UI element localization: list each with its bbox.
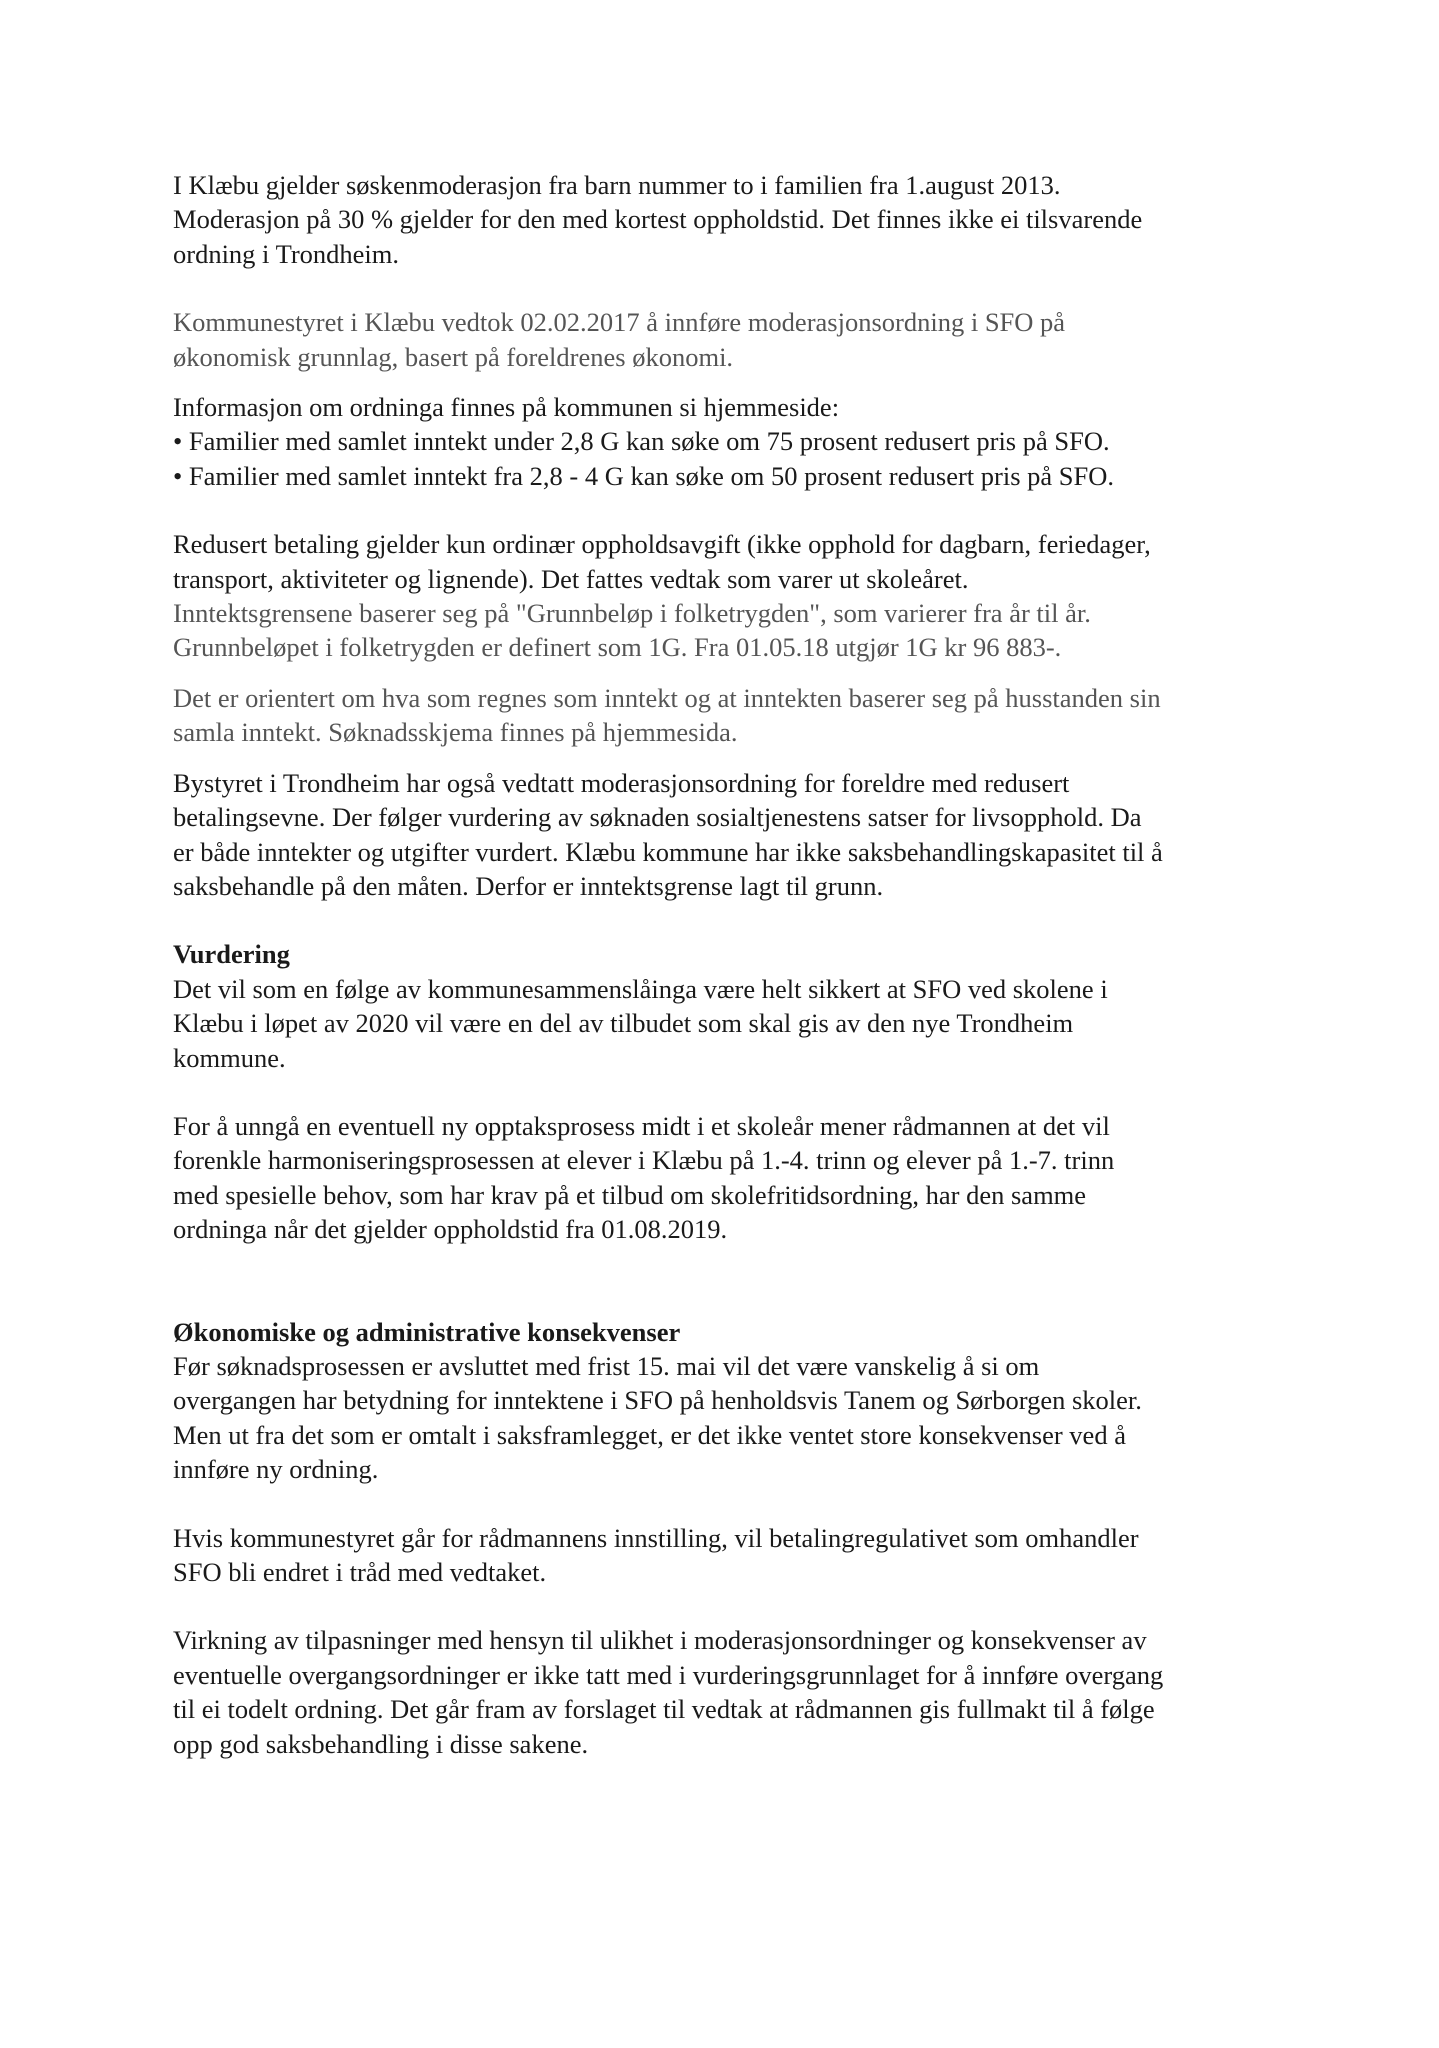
text-line: Klæbu i løpet av 2020 vil være en del av tilbudet som skal gis av den nye Trondheim (173, 1008, 1074, 1039)
paragraph-sibling-discount (173, 168, 1323, 271)
text-line: ordninga når det gjelder oppholdstid fra 01.08.2019. (173, 1214, 728, 1245)
paragraph-application-process (173, 1349, 1323, 1487)
text-line: opp god saksbehandling i disse sakene. (173, 1728, 589, 1759)
text-line: kommune. (173, 1042, 286, 1073)
text-line: I Klæbu gjelder søskenmoderasjon fra barn nummer to i familien fra 1.august 2013. (173, 170, 1061, 200)
text-line: Det vil som en følge av kommunesammenslåinga være helt sikkert at SFO ved skolene i (173, 973, 1108, 1004)
text-line: økonomisk grunnlag, basert på foreldrenes økonomi. (173, 341, 734, 372)
paragraph-info-list (173, 390, 1323, 493)
text-line: samla inntekt. Søknadsskjema finnes på hjemmesida. (173, 717, 738, 748)
text-line: SFO bli endret i tråd med vedtaket. (173, 1557, 547, 1587)
text-line: ordning i Trondheim. (173, 238, 400, 269)
document-page (173, 168, 1323, 1761)
text-line: saksbehandle på den måten. Derfor er inntektsgrense lagt til grunn. (173, 870, 884, 901)
text-line: innføre ny ordning. (173, 1454, 379, 1485)
text-line: For å unngå en eventuell ny opptaksprosess midt i et skoleår mener rådmannen at det vil (173, 1110, 1110, 1141)
text-line: Informasjon om ordninga finnes på kommunen si hjemmeside: (173, 392, 840, 423)
text-line: Kommunestyret i Klæbu vedtok 02.02.2017 å innføre moderasjonsordning i SFO på (173, 307, 1066, 338)
text-line: betalingsevne. Der følger vurdering av søknaden sosialtjenestens satser for livsopphold. Da (173, 802, 1142, 833)
paragraph-council-decision (173, 305, 1323, 374)
text-line: Det er orientert om hva som regnes som inntekt og at inntekten baserer seg på husstanden sin (173, 682, 1161, 713)
text-line: Virkning av tilpasninger med hensyn til ulikhet i moderasjonsordninger og konsekvenser av (173, 1625, 1147, 1656)
paragraph-transition-effects (173, 1623, 1323, 1761)
paragraph-reduced-payment (173, 527, 1323, 665)
text-line: transport, aktiviteter og lignende). Det fattes vedtak som varer ut skoleåret. (173, 563, 969, 594)
heading-vurdering: Vurdering (173, 939, 290, 970)
text-line: med spesielle behov, som har krav på et tilbud om skolefritidsordning, har den samme (173, 1179, 1087, 1210)
text-line: eventuelle overgangsordninger er ikke tatt med i vurderingsgrunnlaget for å innføre overgang (173, 1659, 1164, 1690)
text-line: er både inntekter og utgifter vurdert. Klæbu kommune har ikke saksbehandlingskapasitet til å (173, 836, 1163, 867)
paragraph-regulation-change (173, 1521, 1323, 1590)
list-item: • Familier med samlet inntekt fra 2,8 - 4 G kan søke om 50 prosent redusert pris på SFO. (173, 460, 1115, 491)
paragraph-harmonisation (173, 1109, 1323, 1247)
list-item: • Familier med samlet inntekt under 2,8 G kan søke om 75 prosent redusert pris på SFO. (173, 426, 1110, 457)
paragraph-income-definition (173, 681, 1323, 750)
text-line: Hvis kommunestyret går for rådmannens innstilling, vil betalingregulativet som omhandler (173, 1522, 1139, 1553)
text-line: til ei todelt ordning. Det går fram av forslaget til vedtak at rådmannen gis fullmakt til å følge (173, 1694, 1155, 1725)
heading-konsekvenser: Økonomiske og administrative konsekvenser (173, 1316, 681, 1347)
paragraph-merger (173, 972, 1323, 1075)
text-line: Moderasjon på 30 % gjelder for den med kortest oppholdstid. Det finnes ikke ei tilsvarende (173, 204, 1143, 235)
text-line: forenkle harmoniseringsprosessen at elever i Klæbu på 1.-4. trinn og elever på 1.-7. trinn (173, 1145, 1115, 1176)
text-line: overgangen har betydning for inntektene i SFO på henholdsvis Tanem og Sørborgen skoler. (173, 1385, 1142, 1416)
text-line: Redusert betaling gjelder kun ordinær oppholdsavgift (ikke opphold for dagbarn, feriedager, (173, 529, 1151, 560)
paragraph-trondheim-scheme (173, 766, 1323, 904)
text-line: Før søknadsprosessen er avsluttet med frist 15. mai vil det være vanskelig å si om (173, 1350, 1040, 1381)
text-line: Bystyret i Trondheim har også vedtatt moderasjonsordning for foreldre med redusert (173, 767, 1070, 798)
text-line: Grunnbeløpet i folketrygden er definert som 1G. Fra 01.05.18 utgjør 1G kr 96 883-. (173, 632, 1062, 663)
text-line: Men ut fra det som er omtalt i saksframlegget, er det ikke ventet store konsekvenser ved å (173, 1419, 1126, 1450)
text-line: Inntektsgrensene baserer seg på "Grunnbeløp i folketrygden", som varierer fra år til år. (173, 598, 1091, 629)
